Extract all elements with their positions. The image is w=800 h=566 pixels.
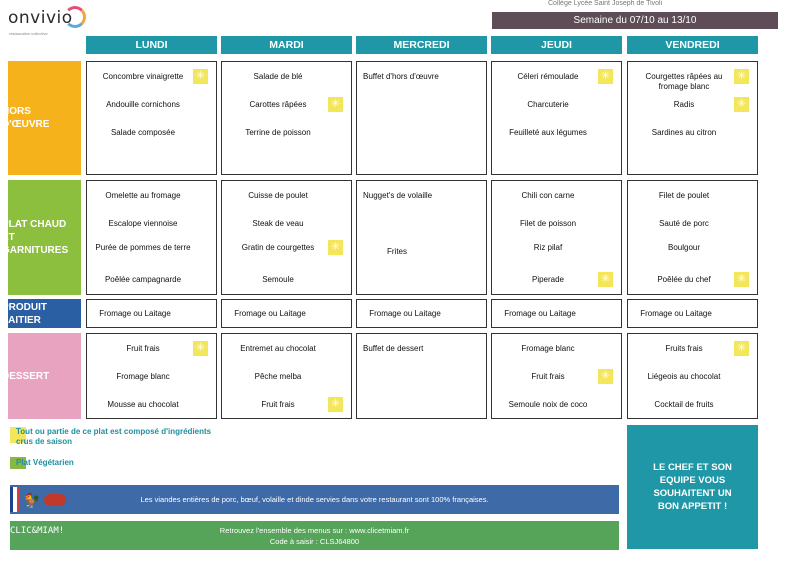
- menu-item: Fromage ou Laitage: [99, 309, 171, 318]
- menu-cell: [221, 180, 352, 295]
- menu-item: Sauté de porc: [659, 219, 709, 228]
- category-label: PLAT CHAUD ET GARNITURES: [2, 219, 69, 256]
- menu-item: Buffet de dessert: [363, 344, 424, 353]
- menu-item: Entremet au chocolat: [240, 344, 316, 353]
- menu-cell: [491, 333, 622, 419]
- menu-item: Feuilleté aux légumes: [509, 128, 587, 137]
- menu-item: Filet de poulet: [658, 191, 710, 200]
- logo-text: onvivio: [8, 8, 73, 28]
- menu-item: Céleri rémoulade: [517, 72, 579, 81]
- menu-item: Cocktail de fruits: [654, 400, 714, 409]
- menu-item: Omelette au fromage: [105, 191, 181, 200]
- category-0: [2, 61, 81, 175]
- season-sun-icon: ✳: [598, 69, 613, 84]
- menu-cell: [491, 61, 622, 175]
- french-flag-icon: [10, 487, 20, 512]
- category-label: DESSERT: [2, 370, 50, 382]
- category-label: HORS D'ŒUVRE: [2, 106, 50, 130]
- season-sun-icon: ✳: [328, 97, 343, 112]
- vegetarian-legend-text: Plat Végétarien: [16, 458, 74, 467]
- menu-item: Charcuterie: [527, 100, 569, 109]
- season-sun-icon: ✳: [193, 69, 208, 84]
- menu-item: Andouille cornichons: [106, 100, 180, 109]
- menu-item: Semoule: [262, 275, 294, 284]
- chef-message-box: [627, 425, 758, 549]
- menu-item: Fruit frais: [531, 372, 565, 381]
- menu-cell: [221, 61, 352, 175]
- menu-item: Fromage blanc: [521, 344, 575, 353]
- season-sun-icon: ✳: [734, 272, 749, 287]
- menu-item: Steak de veau: [252, 219, 304, 228]
- menu-item: Fromage ou Laitage: [369, 309, 441, 318]
- menu-item: Piperade: [531, 275, 565, 284]
- chef-message: LE CHEF ET SON EQUIPE VOUS SOUHAITENT UN BON APPETIT !: [653, 462, 732, 512]
- menu-item: Nugget's de volaille: [363, 191, 433, 200]
- season-sun-icon: ✳: [598, 369, 613, 384]
- category-1: [2, 180, 81, 295]
- menu-item: Mousse au chocolat: [107, 400, 179, 409]
- menu-item: Gratin de courgettes: [241, 243, 315, 252]
- category-3: [2, 333, 81, 419]
- menu-item: Liégeois au chocolat: [647, 372, 721, 381]
- clic-miam-logo: CLIC&MIAM!: [10, 526, 65, 536]
- menu-item: Poêlée campagnarde: [104, 275, 182, 284]
- menu-cell: [491, 180, 622, 295]
- menu-item: Fruit frais: [126, 344, 160, 353]
- menu-cell: [627, 61, 758, 175]
- menu-cell: [86, 333, 217, 419]
- menus-link-text: Retrouvez l'ensemble des menus sur : www.clicetmiam.fr: [219, 525, 410, 535]
- menu-item: Fromage ou Laitage: [504, 309, 576, 318]
- menu-cell: [356, 333, 487, 419]
- day-header-4: VENDREDI: [627, 36, 758, 54]
- menu-item: Fromage ou Laitage: [234, 309, 306, 318]
- menu-item: Salade composée: [110, 128, 176, 137]
- season-sun-icon: ✳: [734, 69, 749, 84]
- menu-item: Chili con carne: [521, 191, 575, 200]
- menu-item: Carottes râpées: [249, 100, 307, 109]
- menu-cell: [221, 333, 352, 419]
- menu-item: Purée de pommes de terre: [95, 243, 191, 252]
- day-header-2: MERCREDI: [356, 36, 487, 54]
- day-header-3: JEUDI: [491, 36, 622, 54]
- menu-item: Concombre vinaigrette: [102, 72, 184, 81]
- menu-cell: [491, 299, 622, 328]
- school-name: Collège Lycée Saint Joseph de Tivoli: [548, 0, 663, 7]
- menu-cell: [627, 180, 758, 295]
- onvivio-logo: [8, 2, 88, 42]
- category-label: PRODUIT LAITIER: [2, 301, 47, 326]
- menu-cell: [356, 180, 487, 295]
- season-sun-icon: ✳: [193, 341, 208, 356]
- access-code-text: Code à saisir : CLSJ64800: [269, 536, 360, 546]
- menu-item: Radis: [673, 100, 695, 109]
- menu-item: Sardines au citron: [651, 128, 717, 137]
- menu-cell: [627, 299, 758, 328]
- menu-item: Filet de poisson: [519, 219, 577, 228]
- meat-origin-text: Les viandes entières de porc, bœuf, volaille et dinde servies dans votre restaurant sont 100% françaises.: [140, 495, 489, 504]
- menu-item: Escalope viennoise: [108, 219, 178, 228]
- menu-item: Boulgour: [667, 243, 701, 252]
- hen-icon: 🐓: [23, 492, 41, 508]
- menu-item: Terrine de poisson: [245, 128, 311, 137]
- menu-cell: [221, 299, 352, 328]
- week-banner: Semaine du 07/10 au 13/10: [492, 12, 778, 29]
- menu-item: Poêlée du chef: [657, 275, 711, 284]
- logo-tagline: restauration collective: [9, 31, 48, 36]
- menu-item: Frites: [387, 247, 407, 256]
- meat-origin-banner: [10, 485, 619, 514]
- season-sun-icon: ✳: [328, 397, 343, 412]
- season-legend-text: Tout ou partie de ce plat est composé d'ingrédients crus de saison: [16, 427, 212, 446]
- menu-item: Salade de blé: [253, 72, 303, 81]
- menu-item: Fromage ou Laitage: [640, 309, 712, 318]
- menus-link-banner: [10, 521, 619, 550]
- menu-item: Fruit frais: [261, 400, 295, 409]
- menu-cell: [356, 299, 487, 328]
- menu-cell: [86, 61, 217, 175]
- season-sun-icon: ✳: [734, 97, 749, 112]
- menu-item: Fruits frais: [665, 344, 703, 353]
- season-sun-icon: ✳: [734, 341, 749, 356]
- menu-item: Buffet d'hors d'œuvre: [363, 72, 439, 81]
- category-2: [2, 299, 81, 328]
- menu-cell: [356, 61, 487, 175]
- menu-item: Riz pilaf: [533, 243, 563, 252]
- day-header-0: LUNDI: [86, 36, 217, 54]
- menu-item: Semoule noix de coco: [508, 400, 588, 409]
- menu-cell: [86, 180, 217, 295]
- pig-icon: [44, 494, 66, 506]
- menu-item: Fromage blanc: [116, 372, 170, 381]
- logo-arc-icon: [64, 6, 86, 28]
- season-sun-icon: ✳: [328, 240, 343, 255]
- menu-cell: [86, 299, 217, 328]
- day-header-1: MARDI: [221, 36, 352, 54]
- season-sun-icon: ✳: [598, 272, 613, 287]
- menu-item: Cuisse de poulet: [248, 191, 308, 200]
- menu-item: Courgettes râpées au fromage blanc: [645, 72, 723, 91]
- menu-cell: [627, 333, 758, 419]
- menu-item: Pêche melba: [254, 372, 302, 381]
